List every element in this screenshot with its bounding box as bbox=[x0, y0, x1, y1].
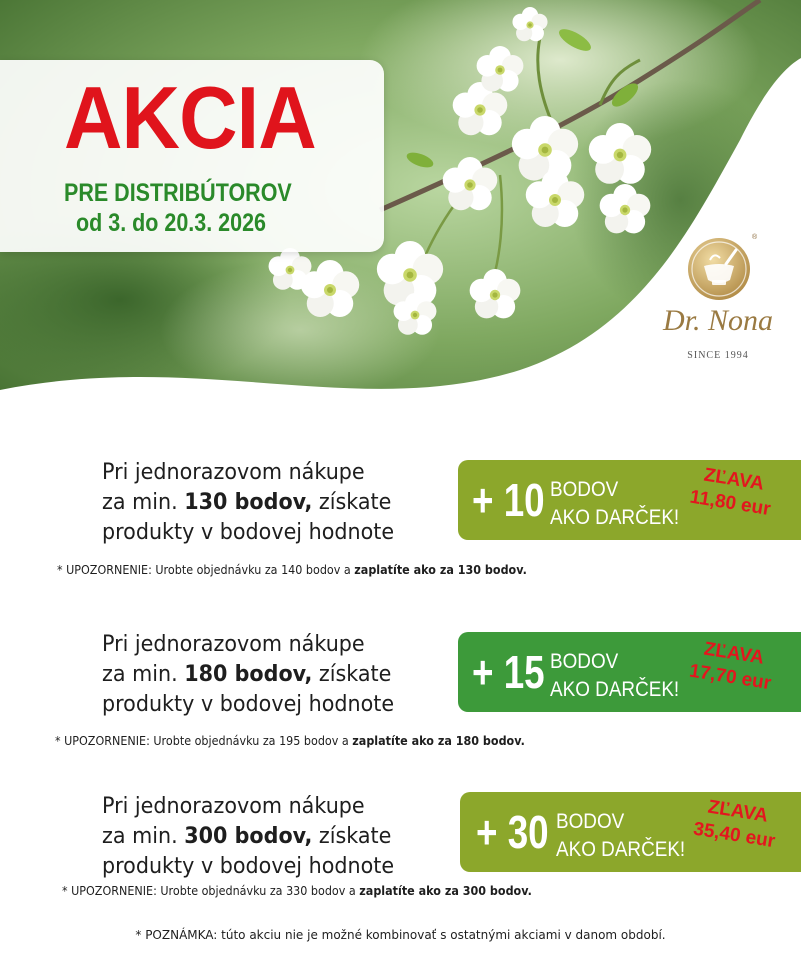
discount-label: ZĽAVA 17,70 eur bbox=[687, 638, 773, 695]
warning-note: * UPOZORNENIE: Urobte objednávku za 140 bodov a zaplatíte ako za 130 bodov. bbox=[57, 563, 527, 577]
logo-brand: Dr. Nona bbox=[662, 304, 774, 337]
discount-label: ZĽAVA 35,40 eur bbox=[691, 796, 777, 853]
discount-label: ZĽAVA 11,80 eur bbox=[688, 464, 773, 521]
dr-nona-logo bbox=[648, 232, 788, 372]
offer-description: Pri jednorazovom nákupe za min. 300 bodov, získate produkty v bodovej hodnote bbox=[102, 794, 395, 879]
mortar-logo-icon bbox=[686, 236, 752, 302]
footnote: * POZNÁMKA: túto akciu nie je možné kombinovať s ostatnými akciami v danom období. bbox=[135, 928, 666, 942]
promo-dates: od 3. do 20.3. 2026 bbox=[76, 209, 267, 237]
bonus-label: BODOV AKO DARČEK! bbox=[550, 650, 680, 701]
registered-mark: ® bbox=[752, 234, 758, 241]
bonus-points: + 30 bbox=[476, 806, 549, 858]
warning-note: * UPOZORNENIE: Urobte objednávku za 330 bodov a zaplatíte ako za 300 bodov. bbox=[62, 884, 532, 898]
promo-title: AKCIA bbox=[64, 68, 316, 167]
warning-note: * UPOZORNENIE: Urobte objednávku za 195 bodov a zaplatíte ako za 180 bodov. bbox=[55, 734, 525, 748]
bonus-label: BODOV AKO DARČEK! bbox=[556, 810, 686, 861]
bonus-label: BODOV AKO DARČEK! bbox=[550, 478, 680, 529]
offer-description: Pri jednorazovom nákupe za min. 180 bodov, získate produkty v bodovej hodnote bbox=[102, 632, 395, 717]
bonus-points: + 15 bbox=[472, 646, 545, 698]
logo-since: SINCE 1994 bbox=[687, 350, 749, 361]
bonus-points: + 10 bbox=[472, 474, 545, 526]
offer-description: Pri jednorazovom nákupe za min. 130 bodov, získate produkty v bodovej hodnote bbox=[102, 460, 395, 545]
promo-subtitle: PRE DISTRIBÚTOROV bbox=[64, 179, 292, 207]
hero-banner bbox=[0, 0, 801, 420]
